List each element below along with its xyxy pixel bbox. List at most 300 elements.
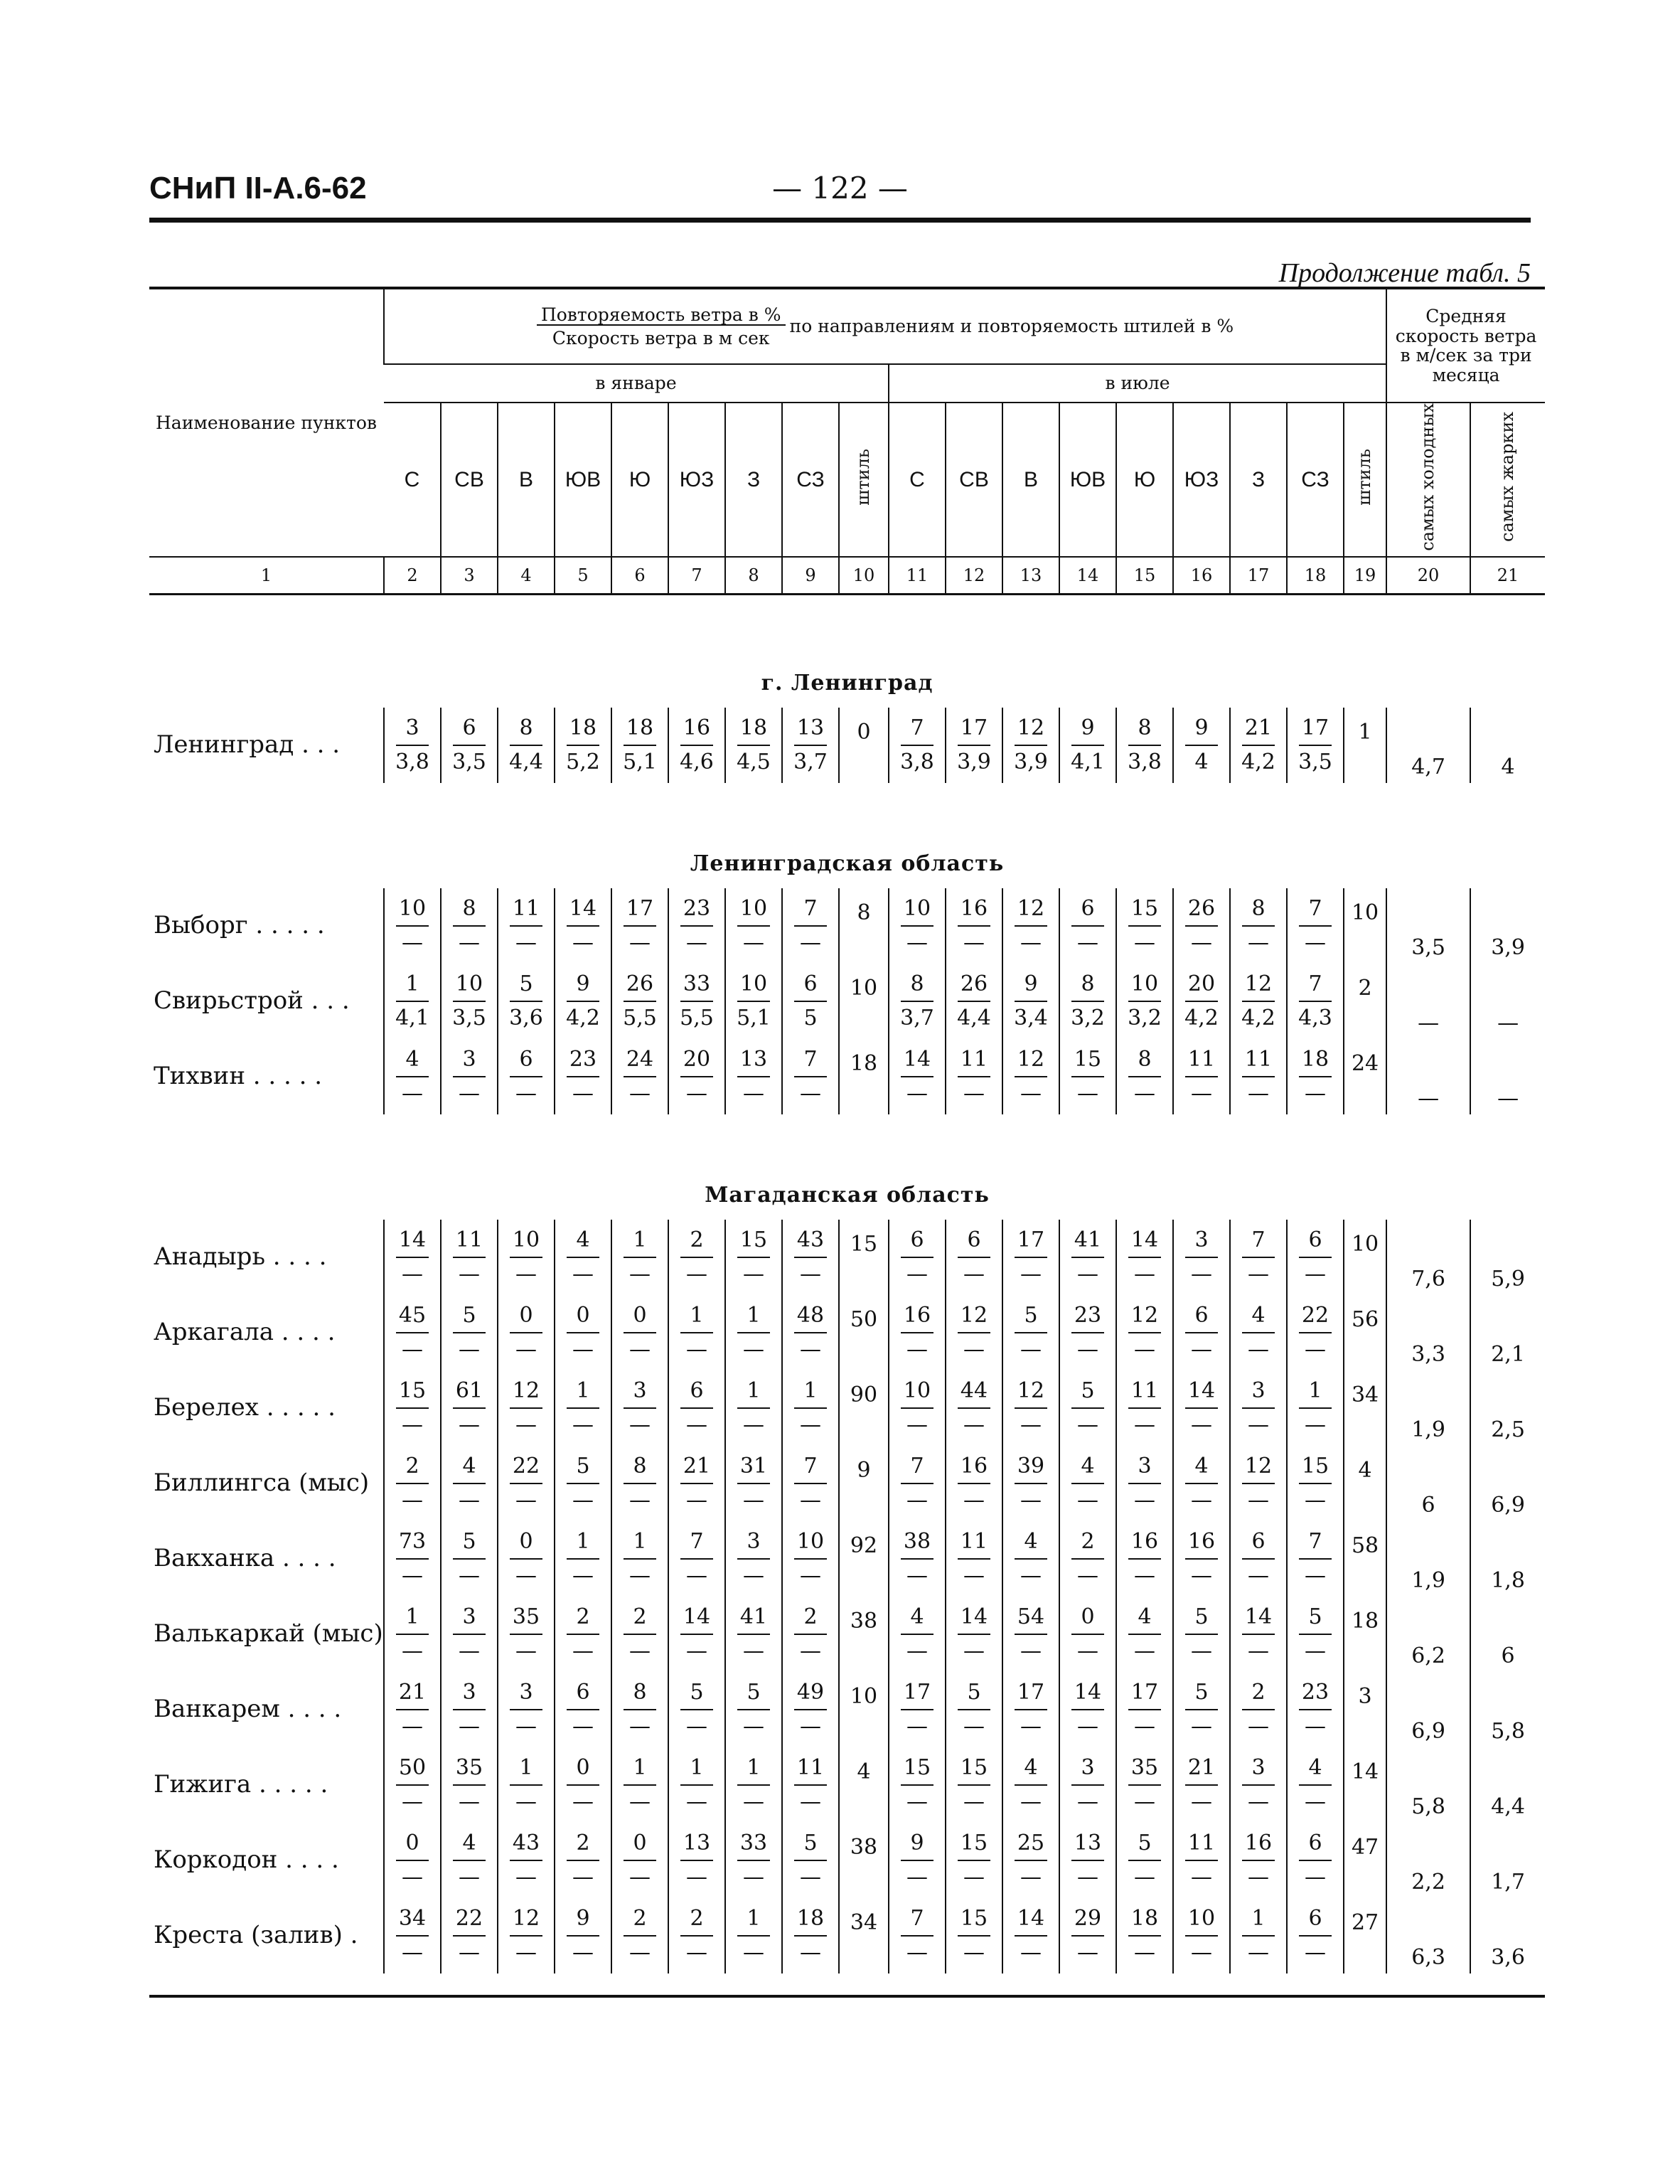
jan-value [384,708,441,783]
column-header-coldest [1386,403,1470,557]
fraction-top: 12 [1015,895,1047,927]
fraction-top: 0 [567,1302,599,1333]
fraction-bottom: — [572,1713,594,1739]
fraction-bottom: — [629,1713,651,1739]
jan-value [384,1521,441,1597]
fraction-top: 12 [1242,971,1275,1002]
jul-value [1230,1672,1287,1747]
column-number: 6 [611,557,668,595]
fraction-bottom: 3,7 [793,749,828,774]
fraction-top: 4 [1015,1528,1047,1560]
jul-calm: 56 [1344,1295,1386,1370]
fraction-bottom: — [1248,1336,1269,1362]
jul-value [946,1823,1002,1898]
avg-coldest: — [1386,964,1470,1039]
fraction-bottom: 4,4 [957,1005,991,1030]
fraction-bottom: — [1020,1336,1042,1362]
fraction-top: 0 [396,1830,429,1861]
spacer-cell [725,1973,782,1996]
jul-value [889,1672,946,1747]
fraction-bottom: — [572,1864,594,1890]
jan-value [782,888,839,964]
fraction-top: 29 [1071,1905,1104,1937]
spacer-cell [1116,1973,1173,1996]
fraction-top: 5 [567,1453,599,1484]
fraction-bottom: — [906,1336,928,1362]
station-row [149,1747,1545,1823]
jan-value [725,1220,782,1295]
document-code: СНиП II-А.6-62 [149,171,367,206]
jul-value [1230,1370,1287,1446]
avg-hottest: — [1470,964,1545,1039]
column-number: 14 [1059,557,1116,595]
fraction-top: 61 [453,1378,486,1409]
jan-value [441,1370,498,1446]
fraction-bottom: — [402,1261,423,1287]
column-header-wind-group [384,288,1386,364]
fraction-top: 9 [567,971,599,1002]
header-speed-line: Скорость ветра в м сек [552,328,770,348]
fraction-bottom: — [572,1789,594,1814]
jul-value [889,1370,946,1446]
jul-value [1059,1446,1116,1521]
jan-value [498,1039,555,1114]
wind-table [149,287,1545,1998]
fraction-bottom: — [800,1713,821,1739]
fraction-top: 8 [624,1453,656,1484]
spacer-cell [1344,1973,1386,1996]
column-number: 18 [1287,557,1344,595]
fraction-bottom: — [1248,1562,1269,1588]
fraction-bottom: — [1020,1261,1042,1287]
jan-value [668,1220,725,1295]
jan-value [668,1747,725,1823]
jul-value [1287,708,1344,783]
fraction-bottom: — [686,1261,707,1287]
fraction-top: 1 [737,1754,770,1786]
fraction-top: 0 [510,1302,542,1333]
jul-value [1287,1823,1344,1898]
jan-calm: 38 [839,1823,889,1898]
fraction-bottom: — [686,1080,707,1106]
fraction-bottom: — [1020,1939,1042,1965]
fraction-bottom: — [1077,1713,1098,1739]
fraction-top: 5 [453,1528,486,1560]
fraction-bottom: — [1248,1261,1269,1287]
fraction-top: 4 [1185,1453,1218,1484]
fraction-bottom: — [963,1412,985,1437]
jan-value [441,1295,498,1370]
fraction-top: 1 [680,1754,713,1786]
jan-value [384,1823,441,1898]
fraction-top: 18 [624,715,656,746]
jan-value [555,708,611,783]
jan-value [441,888,498,964]
fraction-top: 8 [1128,1046,1161,1077]
jul-value [1287,1747,1344,1823]
fraction-bottom: — [906,1562,928,1588]
fraction-top: 5 [737,1679,770,1710]
fraction-bottom: — [743,1487,764,1513]
fraction-bottom: — [1191,1789,1212,1814]
fraction-top: 7 [1242,1227,1275,1258]
fraction-bottom: — [515,1864,537,1890]
jan-value [384,888,441,964]
jul-value [1116,1823,1173,1898]
fraction-top: 7 [794,1453,827,1484]
jan-value [498,1295,555,1370]
fraction-top: 10 [737,895,770,927]
fraction-top: 6 [1185,1302,1218,1333]
fraction-top: 14 [1015,1905,1047,1937]
jul-value [1287,888,1344,964]
jan-value [611,1039,668,1114]
column-header-calm [839,403,889,557]
fraction-top: 10 [396,895,429,927]
fraction-bottom: — [800,1638,821,1663]
fraction-top: 2 [624,1905,656,1937]
jul-value [1002,1747,1059,1823]
jan-value [668,1521,725,1597]
fraction-bottom: — [743,1261,764,1287]
avg-hottest: 2,1 [1470,1295,1545,1370]
column-number: 2 [384,557,441,595]
fraction-bottom: — [800,1336,821,1362]
fraction-bottom: — [1020,1638,1042,1663]
fraction-top: 22 [1299,1302,1332,1333]
fraction-bottom: — [963,1713,985,1739]
jan-calm: 92 [839,1521,889,1597]
jan-value [782,1370,839,1446]
fraction-bottom: — [963,1789,985,1814]
jan-value [498,1370,555,1446]
fraction-bottom: — [1134,929,1155,955]
fraction-top: 5 [1071,1378,1104,1409]
fraction-top: 1 [794,1378,827,1409]
jan-value [384,1370,441,1446]
jul-value [946,964,1002,1039]
jul-value [1230,888,1287,964]
avg-coldest: 2,2 [1386,1823,1470,1898]
jan-value [555,1446,611,1521]
fraction-top: 2 [396,1453,429,1484]
calm-label: штиль [853,448,874,506]
jan-value [611,1898,668,1973]
jul-value [1116,1370,1173,1446]
fraction-top: 6 [1299,1830,1332,1861]
column-header-direction: З [725,403,782,557]
jul-value [946,1597,1002,1672]
fraction-top: 21 [396,1679,429,1710]
jan-value [555,1521,611,1597]
avg-coldest: 3,5 [1386,888,1470,964]
fraction-top: 3 [453,1604,486,1635]
column-header-avg-speed: Средняя скорость ветра в м/сек за три месяца [1386,288,1545,403]
jul-value [1002,708,1059,783]
fraction-top: 23 [1071,1302,1104,1333]
fraction-bottom: — [1077,1939,1098,1965]
jul-value [1116,708,1173,783]
avg-hottest: 5,9 [1470,1220,1545,1295]
jan-value [498,888,555,964]
avg-coldest: 6 [1386,1446,1470,1521]
jan-value [668,1295,725,1370]
fraction-bottom: — [686,1336,707,1362]
fraction-bottom: — [1020,1487,1042,1513]
fraction-top: 1 [567,1528,599,1560]
fraction-bottom: — [963,1487,985,1513]
jan-value [725,1370,782,1446]
jan-calm: 38 [839,1597,889,1672]
fraction-bottom: — [743,1412,764,1437]
fraction-bottom: — [1305,1562,1326,1588]
fraction-bottom: 4,2 [1184,1005,1219,1030]
avg-hottest: 4,4 [1470,1747,1545,1823]
avg-coldest: 1,9 [1386,1370,1470,1446]
fraction-top: 10 [453,971,486,1002]
fraction-top: 2 [624,1604,656,1635]
jul-value [1287,1446,1344,1521]
fraction-bottom: — [515,1412,537,1437]
jul-value [1002,1823,1059,1898]
jan-calm: 8 [839,888,889,964]
fraction-bottom: — [743,1789,764,1814]
jul-value [1002,1039,1059,1114]
jul-value [946,1898,1002,1973]
fraction-bottom: — [1305,1939,1326,1965]
fraction-bottom: — [629,929,651,955]
fraction-top: 14 [1242,1604,1275,1635]
fraction-bottom: — [1077,1789,1098,1814]
jul-value [1059,1370,1116,1446]
fraction-top: 54 [1015,1604,1047,1635]
fraction-bottom: — [906,1261,928,1287]
spacer-cell [1287,1973,1344,1996]
fraction-bottom: — [572,1412,594,1437]
station-row [149,1898,1545,1973]
fraction-bottom: — [515,1336,537,1362]
fraction-bottom: — [1305,1080,1326,1106]
fraction-top: 2 [680,1227,713,1258]
fraction-top: 9 [901,1830,933,1861]
fraction-top: 0 [567,1754,599,1786]
fraction-top: 10 [1185,1905,1218,1937]
jan-value [725,1672,782,1747]
jul-value [1287,1220,1344,1295]
jul-value [1173,708,1230,783]
jul-value [1059,1220,1116,1295]
fraction-bottom: — [1191,1487,1212,1513]
fraction-top: 3 [624,1378,656,1409]
jul-value [946,1521,1002,1597]
jul-value [1230,1747,1287,1823]
fraction-bottom: — [686,1713,707,1739]
fraction-top: 4 [1299,1754,1332,1786]
spacer-cell [555,1973,611,1996]
fraction-top: 5 [958,1679,990,1710]
fraction-bottom: 3,9 [957,749,991,774]
column-number: 10 [839,557,889,595]
fraction-bottom: — [629,1789,651,1814]
fraction-bottom: — [906,1487,928,1513]
jan-value [384,1672,441,1747]
fraction-bottom: — [459,929,480,955]
fraction-top: 15 [396,1378,429,1409]
station-row [149,1823,1545,1898]
jul-value [946,1446,1002,1521]
fraction-top: 21 [1242,715,1275,746]
fraction-top: 11 [1185,1830,1218,1861]
jul-value [1002,1446,1059,1521]
fraction-bottom: — [1134,1261,1155,1287]
fraction-top: 5 [1185,1604,1218,1635]
fraction-top: 5 [1185,1679,1218,1710]
spacer-cell [441,1973,498,1996]
column-number: 7 [668,557,725,595]
jan-value [725,1521,782,1597]
jan-calm: 10 [839,1672,889,1747]
fraction-bottom: — [572,1080,594,1106]
fraction-bottom: — [1077,1638,1098,1663]
fraction-top: 13 [794,715,827,746]
station-name: Валькаркай (мыс) [154,1619,383,1648]
jul-value [1059,964,1116,1039]
fraction-bottom: — [686,1638,707,1663]
jul-value [1173,1039,1230,1114]
fraction-top: 9 [567,1905,599,1937]
jan-value [441,1672,498,1747]
header-by-direction: по направлениям и повторяемость штилей в % [789,316,1234,337]
spacer-cell [668,1973,725,1996]
jan-value [498,1597,555,1672]
fraction-bottom: — [1077,1562,1098,1588]
jan-value [782,1823,839,1898]
fraction-bottom: — [629,1638,651,1663]
fraction-top: 15 [958,1830,990,1861]
station-name: Свирьстрой . . . [154,986,350,1016]
fraction-bottom: — [906,1080,928,1106]
column-number: 15 [1116,557,1173,595]
fraction-top: 10 [1128,971,1161,1002]
column-header-direction: СЗ [1287,403,1344,557]
fraction-top: 4 [396,1046,429,1077]
fraction-top: 26 [624,971,656,1002]
jul-value [889,1446,946,1521]
fraction-bottom: 4,5 [737,749,771,774]
jul-value [1287,1521,1344,1597]
jan-value [384,964,441,1039]
fraction-top: 45 [396,1302,429,1333]
jul-value [946,1039,1002,1114]
fraction-top: 5 [510,971,542,1002]
fraction-top: 9 [1071,715,1104,746]
spacer-cell [782,1973,839,1996]
fraction-bottom: — [572,929,594,955]
fraction-top: 16 [958,895,990,927]
jul-value [1116,1898,1173,1973]
jan-value [555,1220,611,1295]
station-name: Выборг . . . . . [154,911,325,940]
fraction-top: 11 [510,895,542,927]
fraction-bottom: — [572,1336,594,1362]
column-number: 11 [889,557,946,595]
jul-value [1059,1597,1116,1672]
column-header-direction: В [498,403,555,557]
fraction-top: 35 [510,1604,542,1635]
jul-value [1287,1295,1344,1370]
fraction-top: 8 [1242,895,1275,927]
fraction-bottom: 4,1 [1071,749,1105,774]
jan-value [725,1446,782,1521]
fraction-bottom: — [1248,1939,1269,1965]
fraction-bottom: — [459,1261,480,1287]
avg-coldest: 3,3 [1386,1295,1470,1370]
fraction-top: 26 [958,971,990,1002]
jul-value [1116,1295,1173,1370]
fraction-top: 2 [1071,1528,1104,1560]
fraction-top: 17 [901,1679,933,1710]
jan-value [782,708,839,783]
jul-calm: 27 [1344,1898,1386,1973]
fraction-top: 18 [794,1905,827,1937]
jul-value [1116,888,1173,964]
fraction-bottom: — [515,1789,537,1814]
jul-value [1002,964,1059,1039]
fraction-bottom: — [1134,1864,1155,1890]
fraction-top: 6 [567,1679,599,1710]
fraction-bottom: — [800,1864,821,1890]
fraction-top: 16 [680,715,713,746]
fraction-bottom: — [402,1789,423,1814]
fraction-bottom: — [459,1080,480,1106]
fraction-top: 3 [396,715,429,746]
fraction-bottom: — [459,1939,480,1965]
fraction-top: 14 [1185,1378,1218,1409]
jan-value [611,1295,668,1370]
jul-value [1230,1446,1287,1521]
fraction-top: 1 [567,1378,599,1409]
fraction-bottom: 3,6 [509,1005,543,1030]
jul-value [1173,1597,1230,1672]
jan-value [782,1521,839,1597]
jul-value [889,1597,946,1672]
fraction-top: 35 [453,1754,486,1786]
jan-value [782,1446,839,1521]
column-header-hottest [1470,403,1545,557]
jul-value [1116,1220,1173,1295]
fraction-bottom: — [963,1638,985,1663]
jul-value [1230,1597,1287,1672]
fraction-top: 16 [1185,1528,1218,1560]
jul-value [889,1220,946,1295]
jul-value [1059,1898,1116,1973]
fraction-bottom: — [906,1638,928,1663]
fraction-top: 18 [737,715,770,746]
fraction-top: 5 [1299,1604,1332,1635]
column-number: 19 [1344,557,1386,595]
fraction-bottom: — [1020,1789,1042,1814]
fraction-bottom: — [629,1261,651,1287]
jul-value [1287,1370,1344,1446]
fraction-top: 14 [1071,1679,1104,1710]
fraction-top: 7 [680,1528,713,1560]
fraction-bottom: — [515,1939,537,1965]
fraction-bottom: 3,5 [1298,749,1332,774]
fraction-top: 4 [1071,1453,1104,1484]
jan-value [555,888,611,964]
jan-value [441,1597,498,1672]
jan-calm: 4 [839,1747,889,1823]
